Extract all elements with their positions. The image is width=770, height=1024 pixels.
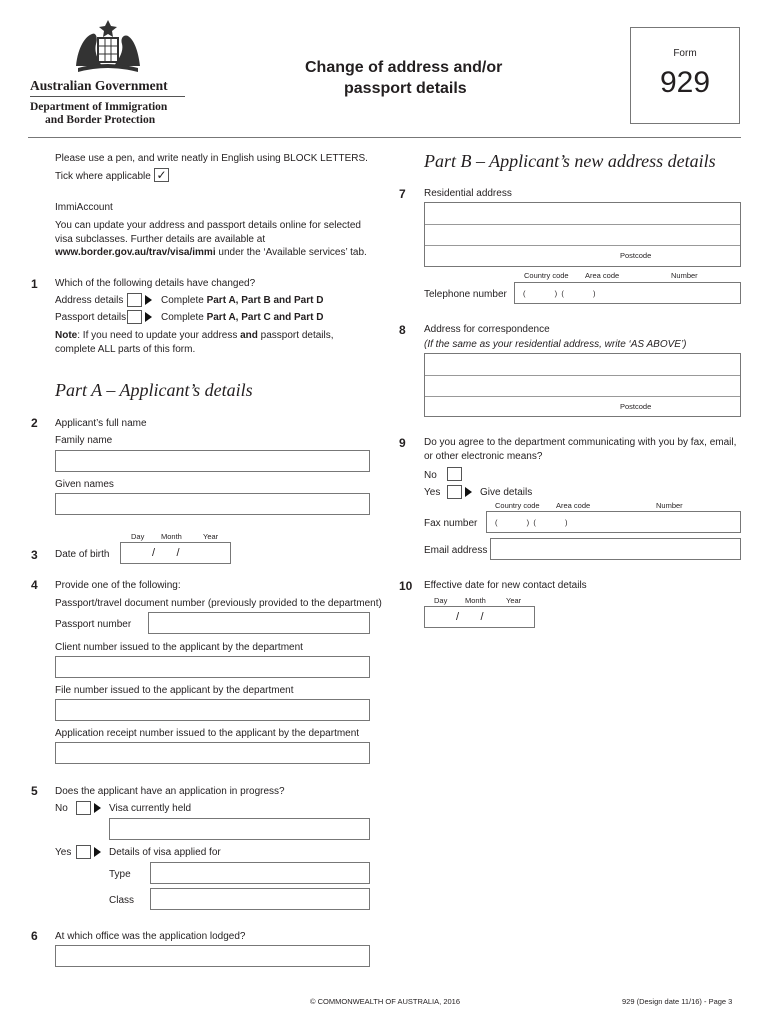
visa-class-label: Class <box>109 895 135 906</box>
q2-label: Applicant’s full name <box>55 418 147 429</box>
q2-number: 2 <box>31 416 38 430</box>
client-number-label: Client number issued to the applicant by the department <box>55 642 303 653</box>
email-input[interactable] <box>490 538 741 560</box>
q9-yes-checkbox[interactable] <box>447 485 462 499</box>
immi-line2: visa subclasses. Further details are available at <box>55 234 266 245</box>
q6-number: 6 <box>31 929 38 943</box>
q7-number: 7 <box>399 187 406 201</box>
visa-held-label: Visa currently held <box>109 803 192 814</box>
q8-number: 8 <box>399 323 406 337</box>
pen-instruction: Please use a pen, and write neatly in English using BLOCK LETTERS. <box>55 153 368 164</box>
tel-country-code-label: Country code <box>524 271 569 280</box>
dept-line1: Department of Immigration <box>30 101 168 113</box>
fax-label: Fax number <box>424 518 478 529</box>
details-applied-label: Details of visa applied for <box>109 847 221 858</box>
telephone-label: Telephone number <box>424 289 507 300</box>
file-number-input[interactable] <box>55 699 370 721</box>
part-b-title: Part B – Applicant’s new address details <box>424 151 716 171</box>
telephone-input[interactable] <box>514 282 741 304</box>
q1-opt1-instruction: Complete Part A, Part B and Part D <box>161 295 324 306</box>
correspondence-label: Address for correspondence <box>424 324 550 335</box>
q5-question: Does the applicant have an application in progress? <box>55 786 285 797</box>
q1-opt2-instruction: Complete Part A, Part C and Part D <box>161 312 324 323</box>
q1-number: 1 <box>31 277 38 291</box>
form-label: Form <box>673 48 697 59</box>
telephone-format: ( ) ( ) <box>523 289 596 298</box>
q9-question-line2: or other electronic means? <box>424 451 543 462</box>
page-title-line1: Change of address and/or <box>305 59 503 76</box>
office-lodged-input[interactable] <box>55 945 370 967</box>
given-names-input[interactable] <box>55 493 370 515</box>
dept-line2: and Border Protection <box>45 114 156 126</box>
residential-address-input[interactable] <box>424 202 741 267</box>
part-a-title: Part A – Applicant’s details <box>55 380 253 400</box>
arrow-right-icon <box>145 312 152 322</box>
dob-input[interactable] <box>120 542 231 564</box>
tick-example-box <box>154 168 169 182</box>
tel-area-code-label: Area code <box>585 271 620 280</box>
immi-title: ImmiAccount <box>55 202 113 213</box>
tick-instruction: Tick where applicable <box>55 171 151 182</box>
dob-year-label: Year <box>203 532 219 541</box>
q1-note: Note: If you need to update your address and passport details, <box>55 330 334 341</box>
tel-number-label: Number <box>671 271 698 280</box>
effective-date-slashes: / / <box>456 611 484 623</box>
q9-yes-label: Yes <box>424 487 441 498</box>
header-divider <box>28 137 741 138</box>
q5-no-checkbox[interactable] <box>76 801 91 815</box>
q5-number: 5 <box>31 784 38 798</box>
immi-url-link[interactable]: www.border.gov.au/trav/visa/immi <box>55 247 216 258</box>
q10-number: 10 <box>399 579 413 593</box>
page-title-line2: passport details <box>344 80 467 97</box>
effective-date-label: Effective date for new contact details <box>424 580 587 591</box>
dob-slashes: / / <box>152 547 180 559</box>
fax-number-label-small: Number <box>656 501 683 510</box>
q5-yes-checkbox[interactable] <box>76 845 91 859</box>
q1-note-line2: complete ALL parts of this form. <box>55 344 196 355</box>
footer-copyright: © COMMONWEALTH OF AUSTRALIA, 2016 <box>310 997 460 1006</box>
effective-date-input[interactable] <box>424 606 535 628</box>
fax-country-code-label: Country code <box>495 501 540 510</box>
form-number: 929 <box>659 66 711 99</box>
immi-line1: You can update your address and passport details online for selected <box>55 220 361 231</box>
q4-label: Provide one of the following: <box>55 580 181 591</box>
visa-type-input[interactable] <box>150 862 370 884</box>
arrow-right-icon <box>94 847 101 857</box>
arrow-right-icon <box>145 295 152 305</box>
visa-held-input[interactable] <box>109 818 370 840</box>
residential-postcode-label: Postcode <box>620 251 652 260</box>
address-details-checkbox[interactable] <box>127 293 142 307</box>
footer-design-date: 929 (Design date 11/16) - Page 3 <box>622 997 733 1006</box>
q9-question-line1: Do you agree to the department communicating with you by fax, email, <box>424 437 737 448</box>
q9-number: 9 <box>399 436 406 450</box>
receipt-number-label: Application receipt number issued to the applicant by the department <box>55 728 360 739</box>
file-number-label: File number issued to the applicant by the department <box>55 685 294 696</box>
correspondence-address-input[interactable] <box>424 353 741 417</box>
q4-number: 4 <box>31 578 38 592</box>
immi-line3-rest: under the ‘Available services’ tab. <box>215 247 367 258</box>
email-label: Email address <box>424 545 488 556</box>
q1-opt1-label: Address details <box>55 295 124 306</box>
correspondence-hint: (If the same as your residential address, write ‘AS ABOVE’) <box>424 339 687 350</box>
receipt-number-input[interactable] <box>55 742 370 764</box>
client-number-input[interactable] <box>55 656 370 678</box>
given-names-label: Given names <box>55 479 114 490</box>
q6-question: At which office was the application lodged? <box>55 931 246 942</box>
q3-number: 3 <box>31 548 38 562</box>
checkmark-icon: ✓ <box>156 168 167 182</box>
immi-line3 <box>55 247 367 259</box>
q5-yes-label: Yes <box>55 847 72 858</box>
arrow-right-icon <box>94 803 101 813</box>
give-details-label: Give details <box>480 487 533 498</box>
gov-name: Australian Government <box>30 78 168 93</box>
eff-day-label: Day <box>434 596 448 605</box>
q1-opt2-label: Passport details <box>55 312 127 323</box>
family-name-label: Family name <box>55 435 113 446</box>
visa-type-label: Type <box>109 869 131 880</box>
q5-no-label: No <box>55 803 68 814</box>
correspondence-postcode-label: Postcode <box>620 402 652 411</box>
eff-month-label: Month <box>465 596 486 605</box>
passport-details-checkbox[interactable] <box>127 310 142 324</box>
family-name-input[interactable] <box>55 450 370 472</box>
passport-number-label: Passport number <box>55 619 132 630</box>
visa-class-input[interactable] <box>150 888 370 910</box>
fax-format: ( ) ( ) <box>495 518 568 527</box>
passport-number-input[interactable] <box>148 612 370 634</box>
residential-address-label: Residential address <box>424 188 512 199</box>
q9-no-label: No <box>424 470 437 481</box>
header-rule-left <box>30 96 185 97</box>
passport-doc-label: Passport/travel document number (previously provided to the department) <box>55 598 382 609</box>
coat-of-arms-logo <box>68 16 148 76</box>
fax-input[interactable] <box>486 511 741 533</box>
dob-month-label: Month <box>161 532 182 541</box>
fax-area-code-label: Area code <box>556 501 591 510</box>
q1-question: Which of the following details have changed? <box>55 278 256 289</box>
q9-no-checkbox[interactable] <box>447 467 462 481</box>
arrow-right-icon <box>465 487 472 497</box>
eff-year-label: Year <box>506 596 522 605</box>
form-number-box <box>630 27 740 124</box>
dob-label: Date of birth <box>55 549 110 560</box>
dob-day-label: Day <box>131 532 145 541</box>
